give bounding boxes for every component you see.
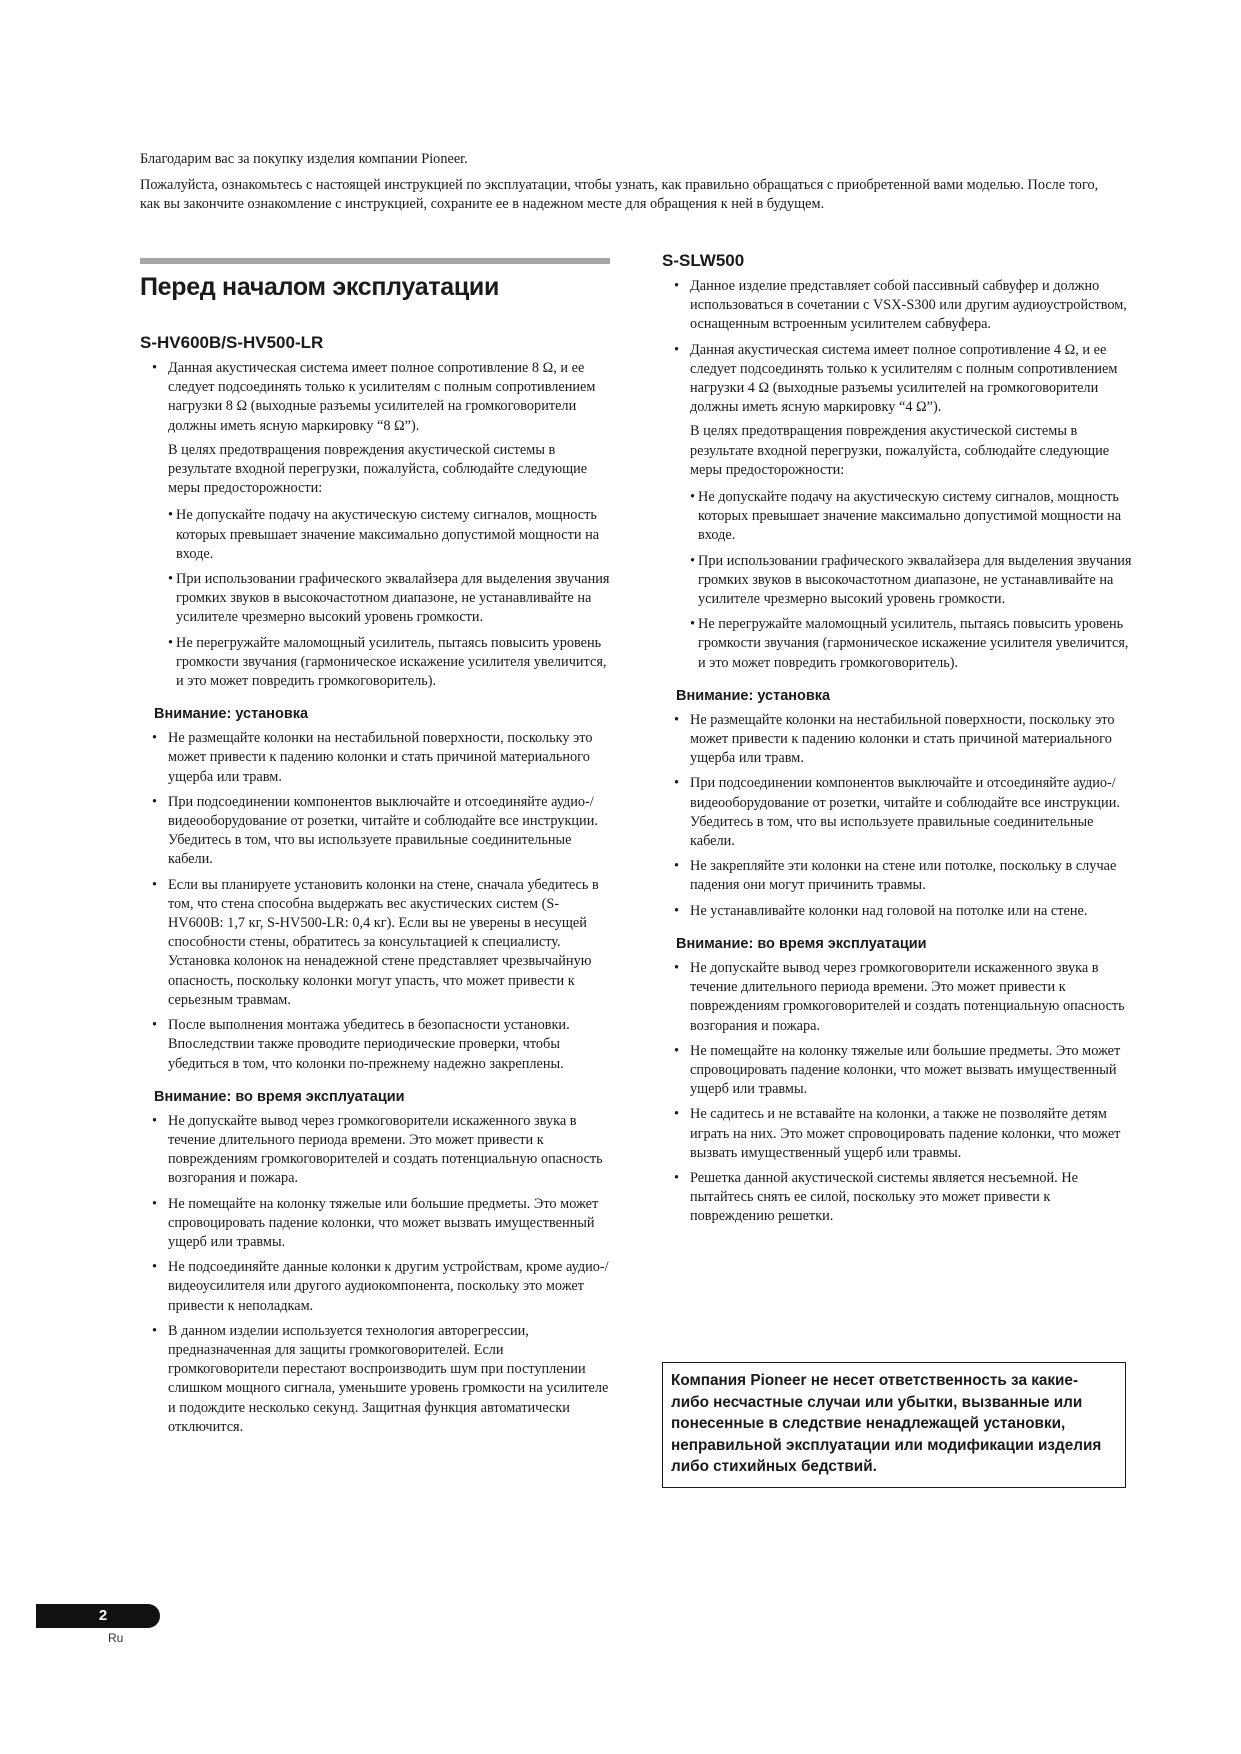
operation-heading: Внимание: во время эксплуатации [676, 935, 927, 952]
list-item: • При подсоединении компонентов выключайте и отсоединяйте аудио-/видеооборудование от розетки, читайте и соблюдайте все инструкции. Убедитесь в том, что вы используете правильные соединительные кабели. [662, 774, 1132, 851]
intro-instructions: Пожалуйста, ознакомьтесь с настоящей инструкцией по эксплуатации, чтобы узнать, как правильно обращаться с приобретенной вами моделью. После того, как вы закончите ознакомление с инструкцией, сохраните ее в надежном месте для обращения к ней в будущем. [140, 177, 1099, 212]
install-list [140, 729, 610, 1073]
model-heading-hv: S-HV600B/S-HV500-LR [140, 333, 324, 352]
intro-thanks: Благодарим вас за покупку изделия компании Pioneer. [140, 151, 468, 167]
precaution-item: • При использовании графического эквалайзера для выделения звучания громких звуков в высокочастотном диапазоне, не устанавливайте на усилителе чрезмерно высокий уровень громкости. [168, 570, 610, 628]
list-item: • Если вы планируете установить колонки на стене, сначала убедитесь в том, что стена способна выдержать вес акустических систем (S-HV600B: 1,7 кг, S-HV500-LR: 0,4 кг). Если вы не уверены в несущей способности стены, обратитесь за консультацией к специалисту. Установка колонок на ненадежной стене представляет чрезвычайную опасность, поскольку колонки могут упасть, что может привести к серьезным травмам. [140, 876, 610, 1010]
spec-text: Данная акустическая система имеет полное сопротивление 8 Ω, и ее следует подсоединять только к усилителям с полным сопротивлением нагрузки 8 Ω (выходные разъемы усилителей на громкоговорители должны иметь ясную маркировку “8 Ω”). [168, 360, 596, 434]
list-item: • Решетка данной акустической системы является несъемной. Не пытайтесь снять ее силой, поскольку это может привести к повреждению решетки. [662, 1169, 1132, 1227]
operation-list [140, 1112, 610, 1437]
list-item: • После выполнения монтажа убедитесь в безопасности установки. Впоследствии также проводите периодические проверки, чтобы убедиться в том, что колонки по-прежнему надежно закреплены. [140, 1016, 610, 1074]
title-divider [140, 258, 610, 264]
list-item: • В данном изделии используется технология авторегрессии, предназначенная для защиты громкоговорителей. Если громкоговорители перестают воспроизводить шум при поступлении слишком мощного сигнала, уменьшите уровень громкости на усилителе и подождите несколько секунд. Защитная функция автоматически отключится. [140, 1322, 610, 1437]
list-item: • Не размещайте колонки на нестабильной поверхности, поскольку это может привести к падению колонки и стать причиной материального ущерба или травм. [662, 711, 1132, 769]
precaution-item: • Не допускайте подачу на акустическую систему сигналов, мощность которых превышает значение максимально допустимой мощности на входе. [690, 488, 1132, 546]
install-heading: Внимание: установка [676, 687, 831, 704]
list-item: • Не подсоединяйте данные колонки к другим устройствам, кроме аудио-/видеоусилителя или другого аудиокомпонента, поскольку это может привести к неполадкам. [140, 1258, 610, 1316]
page-title: Перед началом эксплуатации [140, 273, 500, 301]
operation-heading: Внимание: во время эксплуатации [154, 1088, 405, 1105]
page-number-tab [36, 1604, 160, 1628]
list-item: • Не помещайте на колонку тяжелые или большие предметы. Это может спровоцировать падение колонки, что может вызвать имущественный ущерб или травмы. [662, 1042, 1132, 1100]
precaution-item: • При использовании графического эквалайзера для выделения звучания громких звуков в высокочастотном диапазоне, не устанавливайте на усилителе чрезмерно высокий уровень громкости. [690, 552, 1132, 610]
spec-item [662, 341, 1132, 673]
precaution-intro: В целях предотвращения повреждения акустической системы в результате входной перегрузки, пожалуйста, соблюдайте следующие меры предосторожности: [690, 423, 1110, 478]
model-heading-slw: S-SLW500 [662, 251, 745, 270]
intro [140, 150, 1100, 221]
page-number: 2 [98, 1607, 108, 1624]
spec-text: Данная акустическая система имеет полное сопротивление 4 Ω, и ее следует подсоединять только к усилителям с полным сопротивлением нагрузки 4 Ω (выходные разъемы усилителей на громкоговорители должны иметь ясную маркировку “4 Ω”). [690, 341, 1118, 416]
precaution-item: • Не перегружайте маломощный усилитель, пытаясь повысить уровень громкости звучания (гармоническое искажение усилителя увеличится, и это может повредить громкоговоритель). [168, 634, 610, 692]
precaution-item: • Не допускайте подачу на акустическую систему сигналов, мощность которых превышает значение максимально допустимой мощности на входе. [168, 506, 610, 564]
list-item: • Не размещайте колонки на нестабильной поверхности, поскольку это может привести к падению колонки и стать причиной материального ущерба или травм. [140, 729, 610, 787]
precaution-intro: В целях предотвращения повреждения акустической системы в результате входной перегрузки, пожалуйста, соблюдайте следующие меры предосторожности: [168, 441, 588, 497]
precaution-list [168, 506, 610, 691]
left-column [140, 258, 610, 1443]
list-item: • Не допускайте вывод через громкоговорители искаженного звука в течение длительного периода времени. Это может привести к повреждениям громкоговорителей и создать потенциальную опасность возгорания и пожара. [140, 1112, 610, 1189]
precaution-item: • Не перегружайте маломощный усилитель, пытаясь повысить уровень громкости звучания (гармоническое искажение усилителя увеличится, и это может повредить громкоговоритель). [690, 615, 1132, 673]
desc-item: • Данное изделие представляет собой пассивный сабвуфер и должно использоваться в сочетании с VSX-S300 или другим аудиоустройством, оснащенным встроенным усилителем сабвуфера. [662, 277, 1132, 335]
install-list [662, 711, 1132, 921]
operation-list [662, 959, 1132, 1227]
liability-notice: Компания Pioneer не несет ответственность за какие-либо несчастные случаи или убытки, вызванные или понесенные в следствие ненадлежащей установки, неправильной эксплуатации или модификации изделия либо стихийных бедствий. [662, 1362, 1126, 1488]
install-heading: Внимание: установка [154, 706, 309, 723]
precaution-list [690, 488, 1132, 673]
spec-item [140, 359, 610, 691]
language-code: Ru [108, 1631, 124, 1645]
list-item: • Не помещайте на колонку тяжелые или большие предметы. Это может спровоцировать падение колонки, что может вызвать имущественный ущерб или травмы. [140, 1195, 610, 1253]
list-item: • Не допускайте вывод через громкоговорители искаженного звука в течение длительного периода времени. Это может привести к повреждениям громкоговорителей и создать потенциальную опасность возгорания и пожара. [662, 959, 1132, 1036]
list-item: • Не закрепляйте эти колонки на стене или потолке, поскольку в случае падения они могут причинить травмы. [662, 857, 1132, 895]
list-item: • Не устанавливайте колонки над головой на потолке или на стене. [662, 902, 1132, 921]
list-item: • При подсоединении компонентов выключайте и отсоединяйте аудио-/видеооборудование от розетки, читайте и соблюдайте все инструкции. Убедитесь в том, что вы используете правильные соединительные кабели. [140, 793, 610, 870]
right-column [662, 250, 1132, 1233]
list-item: • Не садитесь и не вставайте на колонки, а также не позволяйте детям играть на них. Это может спровоцировать падение колонки, что может вызвать имущественный ущерб или травмы. [662, 1105, 1132, 1163]
